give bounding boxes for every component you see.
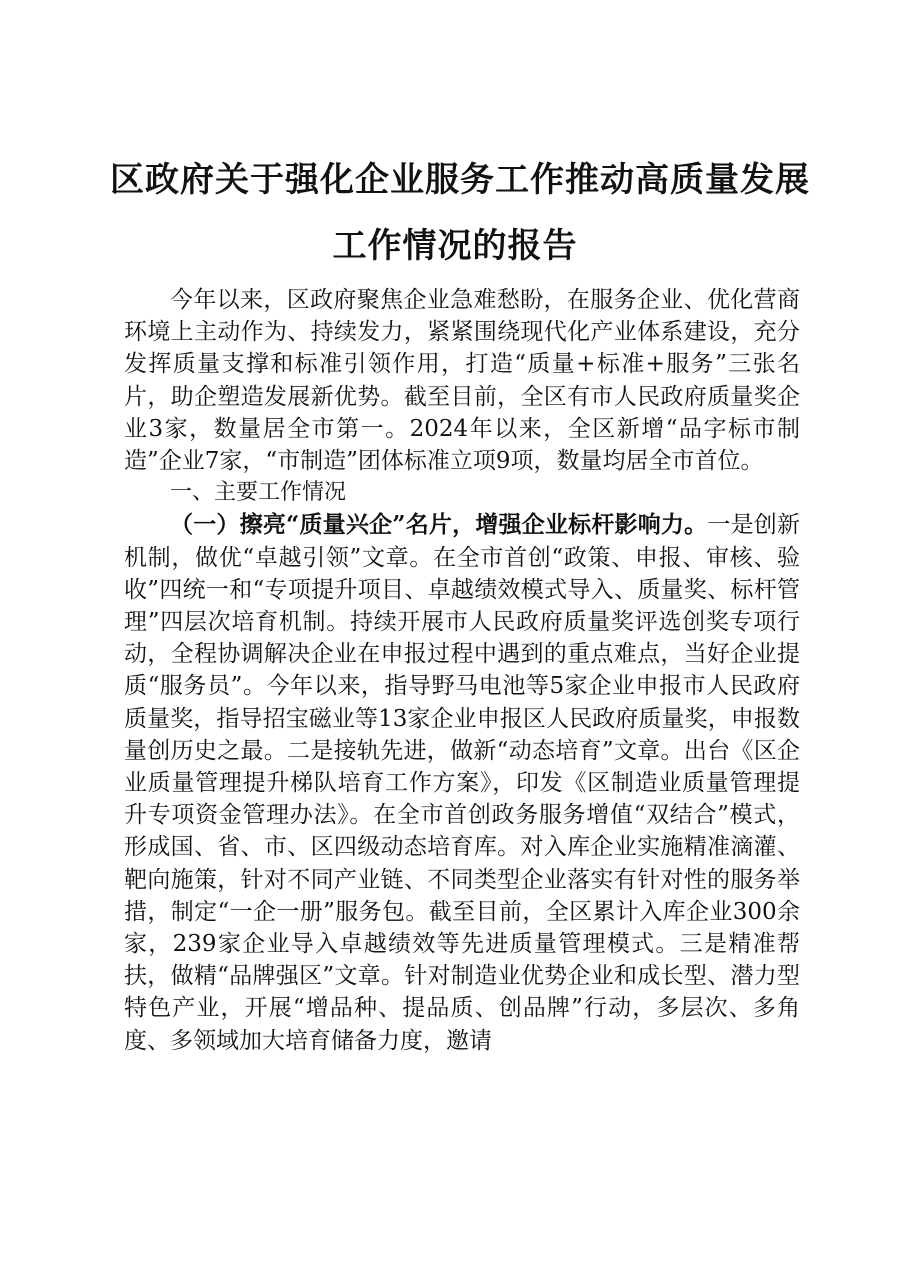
document-body xyxy=(124,284,800,1057)
subsection-title: （一）擦亮“质量兴企”名片，增强企业标杆影响力。 xyxy=(170,511,708,539)
section-heading: 一、主要工作情况 xyxy=(170,480,347,506)
document-title-line-2: 工作情况的报告 xyxy=(332,226,578,266)
subsection-body: 一是创新机制，做优“卓越引领”文章。在全市首创“政策、申报、审核、验收”四统一和“专项提升项目、卓越绩效模式导入、质量奖、标杆管理”四层次培育机制。持续开展市人民政府质量奖评选创奖专项行动，全程协调解决企业在申报过程中遇到的重点难点，当好企业提质“服务员”。今年以来，指导野马电池等5家企业申报市人民政府质量奖，指导招宝磁业等13家企业申报区人民政府质量奖，申报数量创历史之最。二是接轨先进，做新“动态培育”文章。出台《区企业质量管理提升梯队培育工作方案》，印发《区制造业质量管理提升专项资金管理办法》。在全市首创政务服务增值“双结合”模式，形成国、省、市、区四级动态培育库。对入库企业实施精准滴灌、靶向施策，针对不同产业链、不同类型企业落实有针对性的服务举措，制定“一企一册”服务包。截至目前，全区累计入库企业300余家，239家企业导入卓越绩效等先进质量管理模式。三是精准帮扶，做精“品牌强区”文章。针对制造业优势企业和成长型、潜力型特色产业，开展“增品种、提品质、创品牌”行动，多层次、多角度、多领域加大培育储备力度，邀请 xyxy=(124,512,801,1054)
document-title-line-1: 区政府关于强化企业服务工作推动高质量发展 xyxy=(110,160,810,200)
intro-paragraph: 今年以来，区政府聚焦企业急难愁盼，在服务企业、优化营商环境上主动作为、持续发力，紧紧围绕现代化产业体系建设，充分发挥质量支撑和标准引领作用，打造“质量+标准+服务”三张名片，助企塑造发展新优势。截至目前，全区有市人民政府质量奖企业3家，数量居全市第一。2024年以来，全区新增“品字标市制造”企业7家，“市制造”团体标准立项9项，数量均居全市首位。 xyxy=(124,287,800,475)
subsection-paragraph xyxy=(124,509,800,1056)
